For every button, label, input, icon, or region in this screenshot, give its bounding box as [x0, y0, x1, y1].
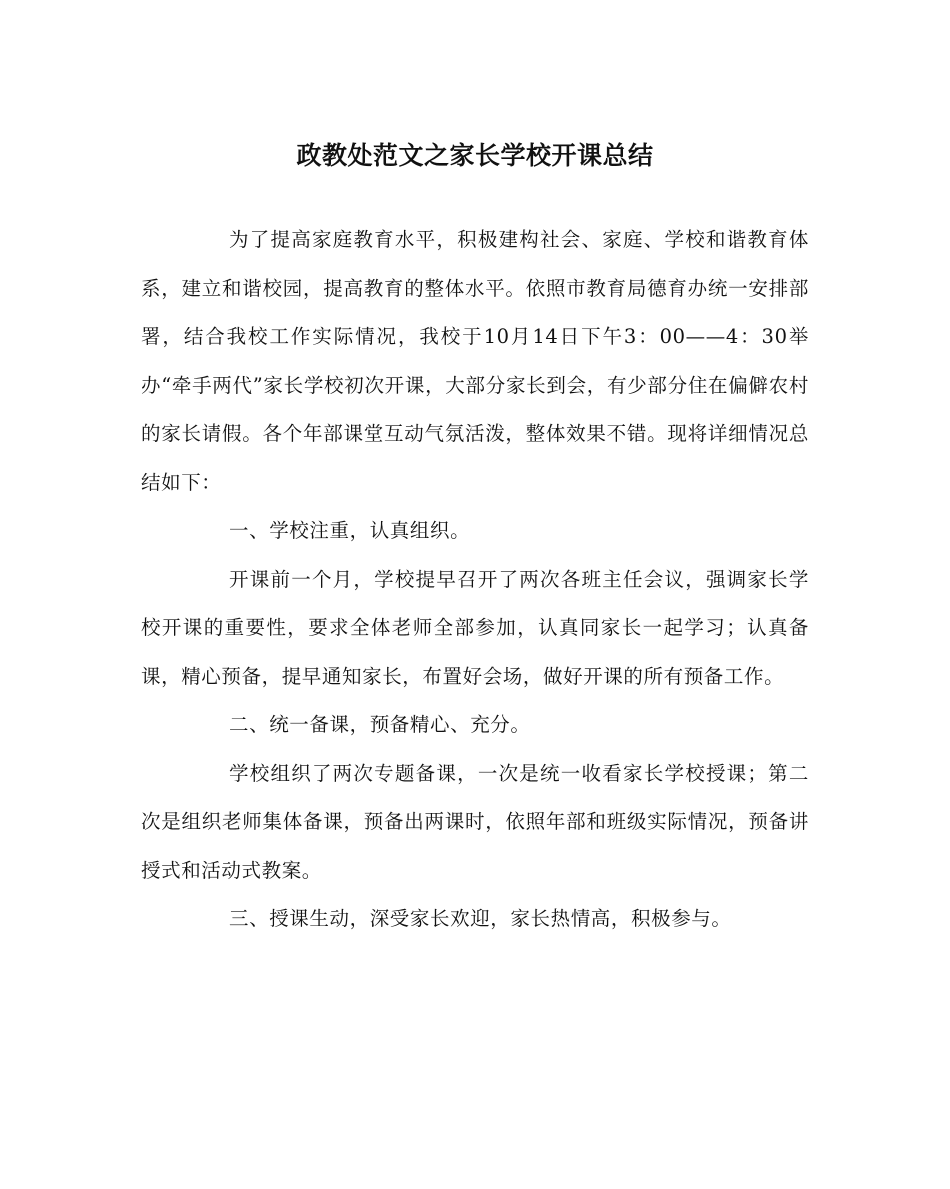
paragraph-section-2: 学校组织了两次专题备课，一次是统一收看家长学校授课；第二次是组织老师集体备课，预备出两课时，依照年部和班级实际情况，预备讲授式和活动式教案。: [141, 761, 809, 882]
section-heading-3: 三、授课生动，深受家长欢迎，家长热情高，积极参与。: [229, 907, 732, 930]
section-heading-2: 二、统一备课，预备精心、充分。: [229, 713, 531, 736]
paragraph-section-1: 开课前一个月，学校提早召开了两次各班主任会议，强调家长学校开课的重要性，要求全体老师全部参加，认真同家长一起学习；认真备课，精心预备，提早通知家长，布置好会场，做好开课的所有预备工作。: [141, 567, 809, 688]
paragraph-intro: 为了提高家庭教育水平，积极建构社会、家庭、学校和谐教育体系，建立和谐校园，提高教育的整体水平。依照市教育局德育办统一安排部署，结合我校工作实际情况，我校于10月14日下午3：00——4：30举办“牵手两代”家长学校初次开课，大部分家长到会，有少部分住在偏僻农村的家长请假。各个年部课堂互动气氛活泼，整体效果不错。现将详细情况总结如下：: [141, 228, 809, 494]
document-title: 政教处范文之家长学校开课总结: [296, 141, 654, 170]
section-heading-1: 一、学校注重，认真组织。: [229, 519, 471, 542]
document-body: [141, 216, 809, 944]
